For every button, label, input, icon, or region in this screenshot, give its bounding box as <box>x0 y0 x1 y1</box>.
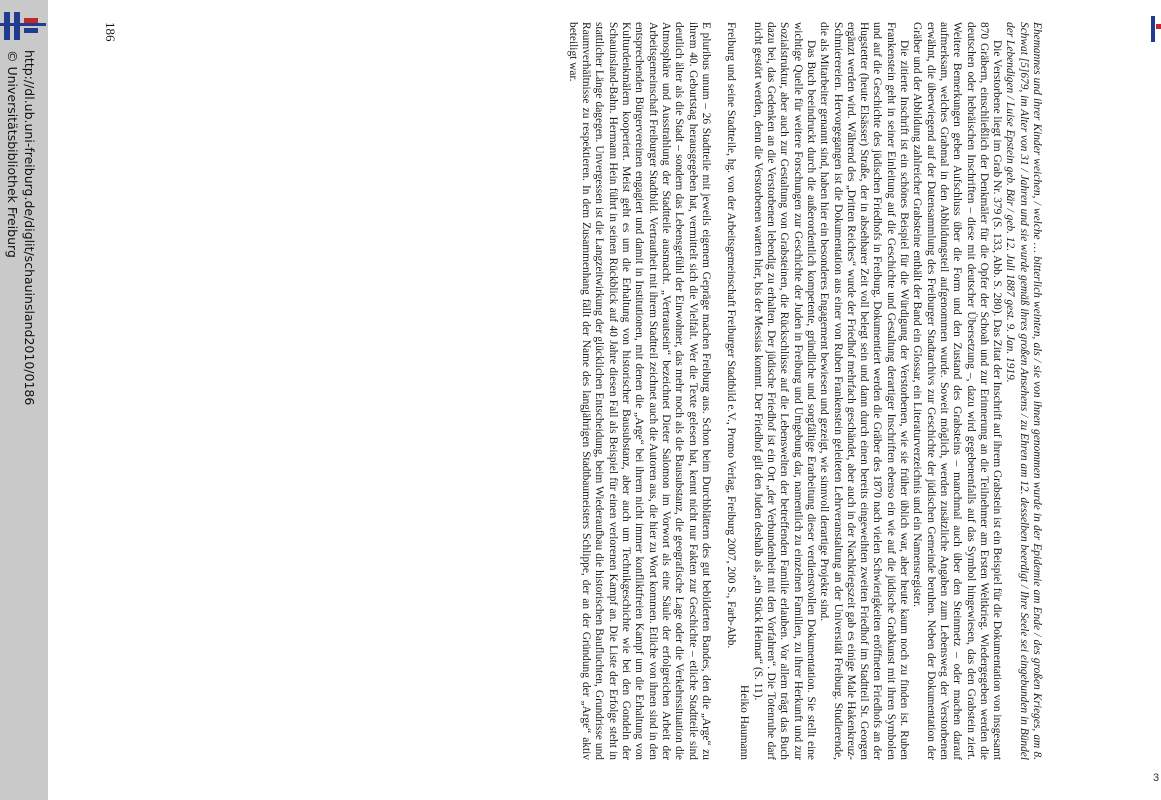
body-paragraph: Die zitierte Inschrift ist ein schönes Beispiel für die Würdigung der Verstorbenen, wie sie früher üblich war, aber heute kaum noch zu finden ist. Ruben Frankenstein geht in seiner Einleitung auf die Geschichte und Gestaltung derartiger Inschriften ebenso ein wie auf die jüdische Grabkunst mit ihren Symbolen und auf die Geschichte des jüdischen Friedhofs in Freiburg. Dokumentiert werden die Gräber des 1870 nach vielen Schwierigkeiten eröffneten Friedhofs an der Hugstetter (heute Elsässer) Straße, der in absehbarer Zeit voll belegt sein und dann durch einen bereits eingeweihten zweiten Friedhof im Stadtteil St. Georgen ergänzt werden wird. Während des „Dritten Reiches“ wurde der Friedhof mehrfach geschändet, aber auch in der Nachkriegszeit gab es einige Male Hakenkreuz-Schmierereien. Hervorgegangen ist die Dokumentation aus einer von Ruben Frankenstein geleiteten Lehrveranstaltung an der Universität Freiburg. Studierende, die als Mitarbeiter genannt sind, haben hier ein besonderes Engagement bewiesen und gezeigt, wie sinnvoll derartige Projekte sind. <box>818 22 911 760</box>
review-heading: Freiburg und seine Stadtteile, hg. von der Arbeitsgemeinschaft Freiburger Stadtbild e.V., Promo Verlag, Freiburg 2007, 200 S., Farb-Abb. <box>725 22 738 649</box>
source-url-link[interactable]: http://dl.ub.uni-freiburg.de/diglit/schauinsland2010/0186 <box>22 50 37 406</box>
body-paragraph: Das Buch beeindruckt durch die außerordentlich kompetente, gründliche und sorgfältige Erarbeitung dieser verdienstvollen Dokumentation. Sie stellt eine wichtige Quelle für weitere Forschungen zur Geschichte der Juden in Freiburg und Umgebung dar, namentlich zu einzelnen Familien, zu ihrer Herkunft und zur Sozialstruktur, aber auch zur Gestaltung von Grabsteinen, die Rückschlüsse auf die Lebenswelten der betreffenden Familie erlauben. Vor allem trägt das Buch dazu bei, das Gedenken an die Verstorbenen lebendig zu erhalten. Der jüdische Friedhof ist ein Ort „der Verbundenheit mit den Vorfahren“. Die Totenruhe darf nicht gestört werden, denn die Verstorbenen warten hier, bis der Messias kommt. Der Friedhof gilt den Juden deshalb als „ein Stück Heimat“ (S. 11). <box>751 22 817 760</box>
right-edge-mark: 3 <box>1153 772 1160 784</box>
review-body: E pluribus unum – 26 Stadtteile mit jeweils eigenem Gepräge machen Freiburg aus. Schon beim Durchblättern des gut bebilderten Bandes, den die „Arge“ zu ihrem 40. Geburtstag herausgegeben hat, vermittelt sich die Vielfalt. Wer die Texte gelesen hat, kennt nicht nur Fakten zur Geschichte – etliche Stadtteile sind deutlich älter als die Stadt – sondern das Lebensgefühl der Einwohner, das mehr noch als die Bausubstanz, die geografische Lage oder die Verkehrssituation die Atmosphäre und Ausstrahlung der Stadtteile ausmacht. „Vertrautsein“ bezeichnet Dieter Salomon im Vorwort als eine Säule der erfolgreichen Arbeit der Arbeitsgemeinschaft Freiburger Stadtbild. Vertrautheit mit ihrem Stadtteil zeichnet auch die Autoren aus, die hier zu Wort kommen. Etliche von ihnen sind in den entsprechenden Bürgervereinen engagiert und damit in Institutionen, mit denen die „Arge“ bei ihrem nicht immer konfliktfreien Kampf um die Erhaltung von Kulturdenkmälern kooperiert. Meist geht es um die Erhaltung von historischer Bausubstanz, aber auch um Technikgeschichte wie bei den Gondeln der Schauinsland-Bahn. Hermann Hein führt in seinen Rückblick auf 40 Jahre diesen Fall als Beispiel für einen verlorenen Kampf an. Die Liste der Erfolge steht in stattlicher Länge dagegen. Unvergessen ist die Langzeitwirkung der glücklichen Entscheidung, beim Wiederaufbau die historischen Baufluchten, Grundrisse und Raumverhältnisse zu respektieren. In dem Zusammenhang fällt der Name des langjährigen Stadtbaumeisters Schlippe, der an der Gründung der „Arge“ aktiv beteiligt war. <box>566 22 712 760</box>
copyright-notice: © Universitätsbibliothek Freiburg <box>5 50 20 258</box>
review-signature: Heiko Haumann <box>738 685 751 760</box>
spacer <box>712 22 724 760</box>
body-paragraph: Die Verstorbene liegt im Grab Nr. 379 (S. 133, Abb. S. 280). Das Zitat der Inschrift auf ihrem Grabstein ist ein Beispiel für die Dokumentation von insgesamt 870 Gräbern, einschließlich der Denkmäler für die Opfer der Schoah und zur Erinnerung an die Teilnehmer am Ersten Weltkrieg. Wiedergegeben werden die deutschen oder hebräischen Inschriften – diese mit deutscher Übersetzung –, dazu wird gegebenenfalls auf das Symbol hingewiesen, das den Grabstein ziert. Weitere Bemerkungen geben Aufschluss über die Form und den Zustand des Grabsteins – manchmal auch über den Steinmetz – oder machen darauf aufmerksam, welches Grabmal in den Abbildungsteil aufgenommen wurde. Soweit möglich, werden zusätzliche Angaben zum Lebensweg der Verstorbenen erwähnt, die überwiegend auf der Datensammlung des Freiburger Stadtarchivs zur Geschichte der jüdischen Gemeinde beruhen. Neben der Dokumentation der Gräber und der Abbildung zahlreicher Grabsteine enthält der Band ein Glossar, ein Literaturverzeichnis und ein Namensregister. <box>911 22 1004 760</box>
footer-attribution <box>2 50 38 750</box>
page-content <box>566 22 1043 760</box>
page-number: 186 <box>103 22 118 42</box>
inscription-quote: Ehemannes und ihrer Kinder weichen, / welche … bitterlich weinten, als / sie von ihnen genommen wurde in der Epidemie am Ende / des großen Krieges, am 8. Schwat [5]679, im Alter von 31 / Jahren und sie wurde gemäß ihres großen Ansehens / zu Ehren am 12. desselben beerdigt / Ihre Seele sei eingebunden in Bündel der Lebendigen / Luise Epstein geb. Bär / geb. 12. Juli 1887 gest. 9. Jan. 1919. <box>1004 22 1043 760</box>
